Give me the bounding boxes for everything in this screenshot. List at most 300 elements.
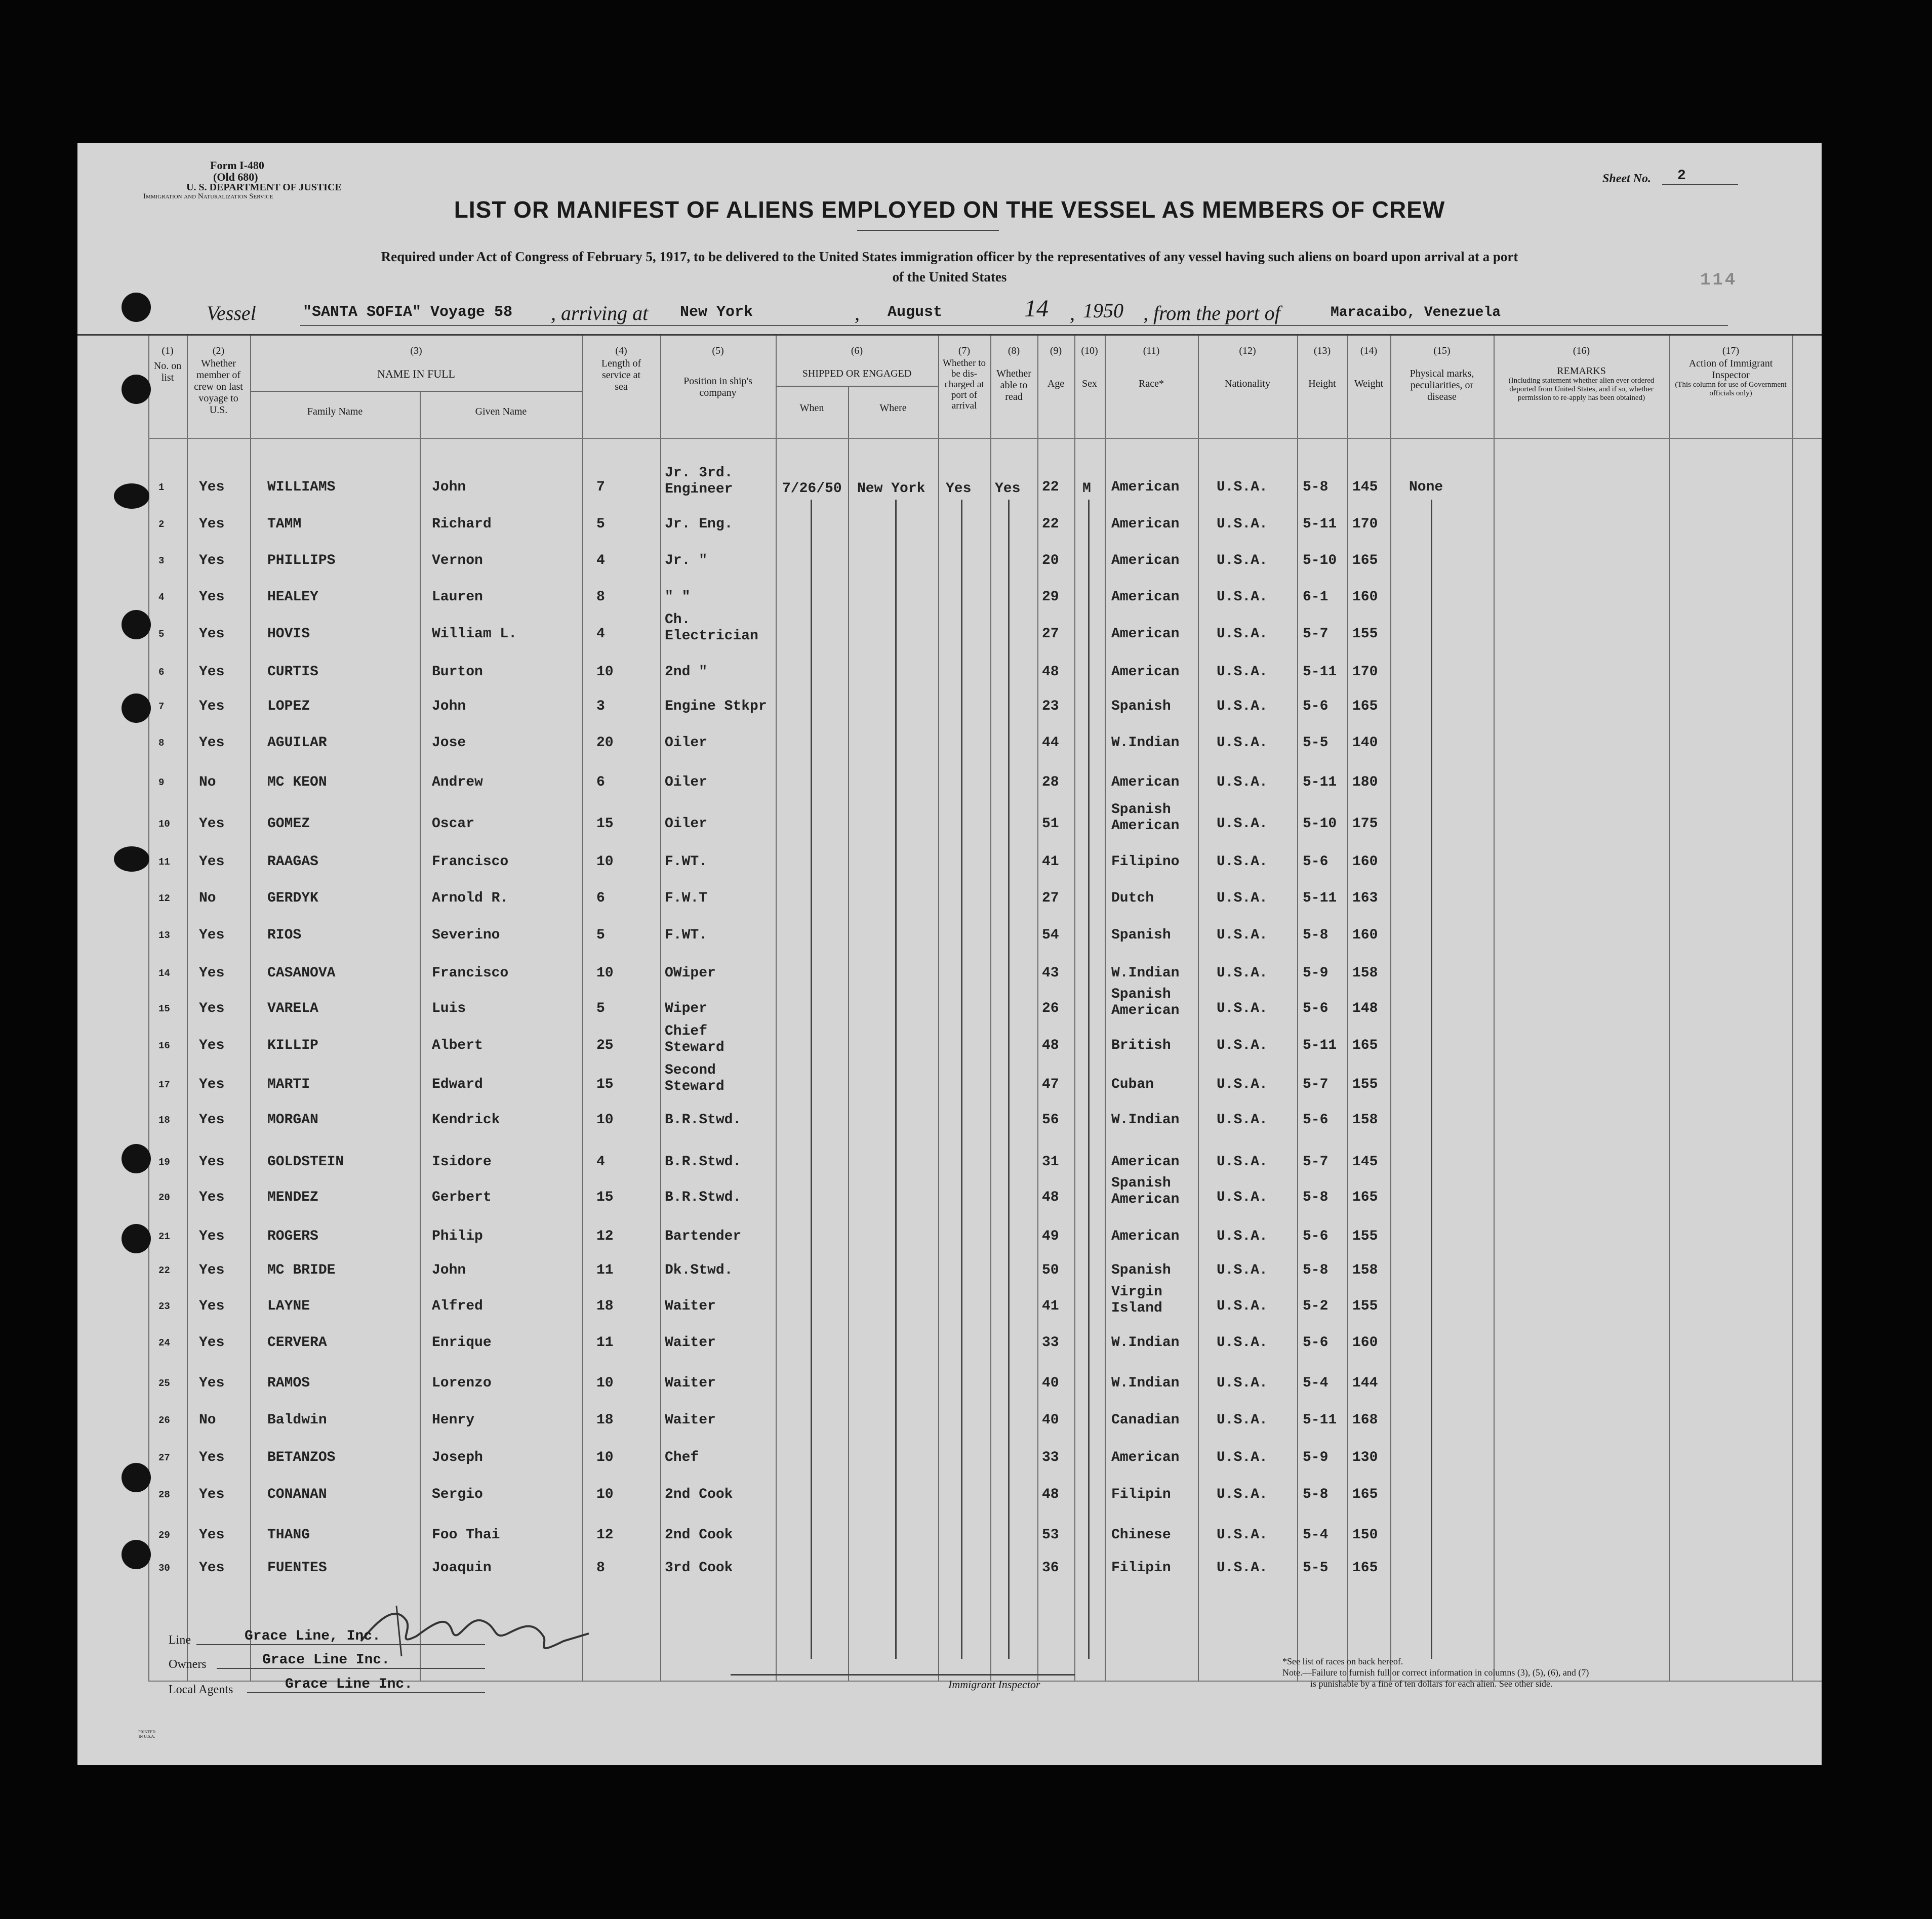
service-years: 10 bbox=[596, 965, 614, 981]
row-number: 9 bbox=[158, 777, 165, 788]
last-voyage: Yes bbox=[199, 1001, 225, 1016]
service-years: 15 bbox=[596, 816, 614, 832]
service-years: 11 bbox=[596, 1262, 614, 1278]
line-value-wrap bbox=[196, 1628, 485, 1645]
race-line2: American bbox=[1111, 1003, 1180, 1018]
nationality: U.S.A. bbox=[1217, 1001, 1268, 1016]
col-header-10: Sex bbox=[1082, 378, 1097, 389]
race: American bbox=[1111, 1450, 1180, 1465]
punch-hole bbox=[114, 483, 149, 509]
position: B.R.Stwd. bbox=[665, 1112, 742, 1128]
weight: 145 bbox=[1352, 1154, 1378, 1170]
position: Bartender bbox=[665, 1229, 742, 1244]
footnote-3: is punishable by a fine of ten dollars for each alien. See other side. bbox=[1310, 1679, 1553, 1689]
nationality: U.S.A. bbox=[1217, 735, 1268, 751]
age: 54 bbox=[1042, 927, 1059, 943]
race: Spanish bbox=[1111, 1262, 1171, 1278]
weight: 140 bbox=[1352, 735, 1378, 751]
nationality: U.S.A. bbox=[1217, 1298, 1268, 1314]
family-name: RAMOS bbox=[267, 1375, 310, 1391]
col-divider bbox=[1494, 336, 1495, 1681]
height: 5-8 bbox=[1303, 479, 1329, 495]
position: 3rd Cook bbox=[665, 1560, 733, 1576]
row-number: 6 bbox=[158, 667, 165, 678]
col-header-12-num: (12) bbox=[1239, 345, 1256, 356]
race-line2: American bbox=[1111, 818, 1180, 834]
weight: 158 bbox=[1352, 1112, 1378, 1128]
weight: 165 bbox=[1352, 553, 1378, 568]
age: 48 bbox=[1042, 1487, 1059, 1502]
weight: 165 bbox=[1352, 699, 1378, 714]
col-header-15-num: (15) bbox=[1433, 345, 1451, 356]
given-name: Richard bbox=[432, 516, 492, 532]
position: Oiler bbox=[665, 735, 708, 751]
nationality: U.S.A. bbox=[1217, 553, 1268, 568]
row-number: 19 bbox=[158, 1157, 170, 1168]
col-divider bbox=[776, 336, 777, 1681]
col-header-1: No. on list bbox=[153, 360, 182, 383]
nationality: U.S.A. bbox=[1217, 890, 1268, 906]
col-header-15: Physical marks, peculiarities, or disease bbox=[1410, 368, 1474, 402]
last-voyage: Yes bbox=[199, 589, 225, 605]
weight: 148 bbox=[1352, 1001, 1378, 1016]
last-voyage: Yes bbox=[199, 479, 225, 495]
row-number: 10 bbox=[158, 819, 170, 830]
family-name: FUENTES bbox=[267, 1560, 327, 1576]
form-old: (Old 680) bbox=[213, 171, 258, 183]
last-voyage: Yes bbox=[199, 1527, 225, 1543]
col-divider bbox=[1792, 336, 1793, 1681]
family-name: KILLIP bbox=[267, 1038, 318, 1053]
height: 5-11 bbox=[1303, 516, 1337, 532]
weight: 155 bbox=[1352, 626, 1378, 642]
service-years: 10 bbox=[596, 1487, 614, 1502]
service-years: 11 bbox=[596, 1335, 614, 1351]
race: American bbox=[1111, 1154, 1180, 1170]
nationality: U.S.A. bbox=[1217, 1154, 1268, 1170]
given-name: Sergio bbox=[432, 1487, 483, 1502]
row-number: 30 bbox=[158, 1563, 170, 1574]
nationality: U.S.A. bbox=[1217, 1038, 1268, 1053]
service-years: 10 bbox=[596, 1450, 614, 1465]
row-number: 21 bbox=[158, 1231, 170, 1242]
col-header-17: Action of Immigrant Inspector bbox=[1688, 358, 1773, 381]
row-number: 13 bbox=[158, 930, 170, 941]
weight: 165 bbox=[1352, 1560, 1378, 1576]
row-number: 27 bbox=[158, 1452, 170, 1463]
last-voyage: Yes bbox=[199, 664, 225, 680]
agents-label: Local Agents bbox=[169, 1683, 233, 1696]
position: 2nd Cook bbox=[665, 1487, 733, 1502]
position: B.R.Stwd. bbox=[665, 1190, 742, 1205]
nationality: U.S.A. bbox=[1217, 1229, 1268, 1244]
punch-hole bbox=[122, 1224, 151, 1253]
col-header-17-num: (17) bbox=[1722, 345, 1740, 356]
height: 5-6 bbox=[1303, 854, 1329, 870]
race: Spanish bbox=[1111, 927, 1171, 943]
col-header-3b: Given Name bbox=[475, 406, 527, 417]
owners-value: Grace Line Inc. bbox=[262, 1652, 390, 1668]
age: 27 bbox=[1042, 626, 1059, 642]
position: Waiter bbox=[665, 1298, 716, 1314]
nationality: U.S.A. bbox=[1217, 589, 1268, 605]
height: 5-10 bbox=[1303, 816, 1337, 832]
service-years: 10 bbox=[596, 1375, 614, 1391]
col-header-7: Whether to be dis-charged at port of arrival bbox=[943, 358, 986, 411]
title-underline bbox=[857, 230, 999, 231]
given-name: John bbox=[432, 479, 466, 495]
height: 5-7 bbox=[1303, 626, 1329, 642]
col-header-5: Position in ship's company bbox=[683, 376, 752, 398]
page-stamp: 114 bbox=[1700, 271, 1738, 290]
row-number: 1 bbox=[158, 482, 165, 493]
age: 26 bbox=[1042, 1001, 1059, 1016]
sheet-no-value bbox=[1662, 168, 1738, 185]
age: 40 bbox=[1042, 1375, 1059, 1391]
position: Dk.Stwd. bbox=[665, 1262, 733, 1278]
age: 36 bbox=[1042, 1560, 1059, 1576]
table-top-border bbox=[77, 334, 1822, 336]
nationality: U.S.A. bbox=[1217, 965, 1268, 981]
family-name: CONANAN bbox=[267, 1487, 327, 1502]
last-voyage: Yes bbox=[199, 965, 225, 981]
position-line2: Steward bbox=[665, 1079, 724, 1094]
service-years: 8 bbox=[596, 589, 605, 605]
ditto-stroke bbox=[895, 500, 897, 1659]
service-years: 4 bbox=[596, 1154, 605, 1170]
age: 29 bbox=[1042, 589, 1059, 605]
punch-hole bbox=[122, 693, 151, 723]
last-voyage: No bbox=[199, 890, 216, 906]
race: American bbox=[1111, 589, 1180, 605]
given-name: Alfred bbox=[432, 1298, 483, 1314]
race: British bbox=[1111, 1038, 1171, 1053]
race: W.Indian bbox=[1111, 1375, 1180, 1391]
weight: 155 bbox=[1352, 1229, 1378, 1244]
comma-2: , bbox=[1070, 302, 1075, 324]
punch-hole bbox=[122, 1463, 151, 1492]
height: 5-4 bbox=[1303, 1527, 1329, 1543]
col-divider bbox=[660, 336, 661, 1681]
row-number: 8 bbox=[158, 738, 165, 749]
height: 5-8 bbox=[1303, 1487, 1329, 1502]
nationality: U.S.A. bbox=[1217, 1112, 1268, 1128]
col-header-3-num: (3) bbox=[410, 345, 422, 356]
row-number: 7 bbox=[158, 701, 165, 712]
col-header-14-num: (14) bbox=[1360, 345, 1378, 356]
col-divider bbox=[990, 336, 991, 1681]
family-name: CERVERA bbox=[267, 1335, 327, 1351]
race: Spanish bbox=[1111, 987, 1171, 1002]
col-header-9: Age bbox=[1047, 378, 1065, 389]
weight: 155 bbox=[1352, 1298, 1378, 1314]
vessel-name: "SANTA SOFIA" Voyage 58 bbox=[303, 304, 513, 321]
last-voyage: Yes bbox=[199, 854, 225, 870]
height: 5-6 bbox=[1303, 699, 1329, 714]
vessel-underline bbox=[300, 325, 1728, 326]
given-name: Joseph bbox=[432, 1450, 483, 1465]
col-header-9-num: (9) bbox=[1050, 345, 1062, 356]
weight: 160 bbox=[1352, 589, 1378, 605]
height: 5-6 bbox=[1303, 1112, 1329, 1128]
given-name: William L. bbox=[432, 626, 517, 642]
age: 22 bbox=[1042, 516, 1059, 532]
service-years: 12 bbox=[596, 1527, 614, 1543]
height: 5-6 bbox=[1303, 1001, 1329, 1016]
col-header-6-num: (6) bbox=[851, 345, 863, 356]
given-name: Arnold R. bbox=[432, 890, 509, 906]
race: Spanish bbox=[1111, 802, 1171, 818]
weight: 165 bbox=[1352, 1038, 1378, 1053]
race: American bbox=[1111, 774, 1180, 790]
form-dept: U. S. DEPARTMENT OF JUSTICE bbox=[186, 182, 342, 193]
able-to-read: Yes bbox=[995, 481, 1021, 497]
given-name: Edward bbox=[432, 1077, 483, 1092]
position: Waiter bbox=[665, 1375, 716, 1391]
arriving-label: , arriving at bbox=[551, 302, 649, 324]
family-name: RIOS bbox=[267, 927, 302, 943]
nationality: U.S.A. bbox=[1217, 1077, 1268, 1092]
service-years: 15 bbox=[596, 1190, 614, 1205]
last-voyage: Yes bbox=[199, 816, 225, 832]
nationality: U.S.A. bbox=[1217, 516, 1268, 532]
nationality: U.S.A. bbox=[1217, 1412, 1268, 1428]
agents-value-wrap bbox=[247, 1677, 485, 1693]
given-name: Andrew bbox=[432, 774, 483, 790]
height: 5-11 bbox=[1303, 664, 1337, 680]
col-header-6b: Where bbox=[879, 402, 907, 414]
owners-label: Owners bbox=[169, 1658, 207, 1671]
weight: 180 bbox=[1352, 774, 1378, 790]
position: B.R.Stwd. bbox=[665, 1154, 742, 1170]
position: F.WT. bbox=[665, 854, 708, 870]
col-header-8-num: (8) bbox=[1008, 345, 1020, 356]
row-number: 23 bbox=[158, 1301, 170, 1312]
age: 20 bbox=[1042, 553, 1059, 568]
punch-hole bbox=[122, 1540, 151, 1569]
col-divider bbox=[1105, 336, 1106, 1681]
position: Engine Stkpr bbox=[665, 699, 767, 714]
footnote-2: Note.—Failure to furnish full or correct information in columns (3), (5), (6), and (7) bbox=[1282, 1667, 1589, 1678]
age: 56 bbox=[1042, 1112, 1059, 1128]
col-header-13: Height bbox=[1308, 378, 1336, 389]
ditto-stroke bbox=[811, 500, 812, 1659]
given-name: Henry bbox=[432, 1412, 475, 1428]
family-name: LAYNE bbox=[267, 1298, 310, 1314]
col-header-1-num: (1) bbox=[162, 345, 174, 356]
last-voyage: Yes bbox=[199, 553, 225, 568]
given-name: Foo Thai bbox=[432, 1527, 500, 1543]
nationality: U.S.A. bbox=[1217, 664, 1268, 680]
owners-value-wrap bbox=[217, 1652, 485, 1669]
service-years: 25 bbox=[596, 1038, 614, 1053]
service-years: 8 bbox=[596, 1560, 605, 1576]
position: OWiper bbox=[665, 965, 716, 981]
last-voyage: Yes bbox=[199, 1375, 225, 1391]
age: 41 bbox=[1042, 854, 1059, 870]
position: Chief bbox=[665, 1024, 708, 1039]
height: 5-5 bbox=[1303, 1560, 1329, 1576]
age: 48 bbox=[1042, 1190, 1059, 1205]
arrival-month: August bbox=[888, 304, 943, 321]
col-divider bbox=[187, 336, 188, 1681]
service-years: 18 bbox=[596, 1412, 614, 1428]
last-voyage: Yes bbox=[199, 927, 225, 943]
race: Spanish bbox=[1111, 1175, 1171, 1191]
family-name: MENDEZ bbox=[267, 1190, 318, 1205]
family-name: HEALEY bbox=[267, 589, 318, 605]
weight: 175 bbox=[1352, 816, 1378, 832]
race: American bbox=[1111, 626, 1180, 642]
given-name: Kendrick bbox=[432, 1112, 500, 1128]
position-line2: Engineer bbox=[665, 481, 733, 497]
col-header-14: Weight bbox=[1354, 378, 1384, 389]
age: 43 bbox=[1042, 965, 1059, 981]
nationality: U.S.A. bbox=[1217, 1527, 1268, 1543]
race: Cuban bbox=[1111, 1077, 1154, 1092]
sex-value: M bbox=[1082, 481, 1091, 497]
vessel-label: Vessel bbox=[207, 302, 256, 324]
height: 5-9 bbox=[1303, 965, 1329, 981]
row-number: 25 bbox=[158, 1378, 170, 1389]
position: Jr. Eng. bbox=[665, 516, 733, 532]
height: 5-5 bbox=[1303, 735, 1329, 751]
col-divider bbox=[848, 386, 849, 1681]
nationality: U.S.A. bbox=[1217, 774, 1268, 790]
service-years: 18 bbox=[596, 1298, 614, 1314]
age: 33 bbox=[1042, 1450, 1059, 1465]
height: 5-2 bbox=[1303, 1298, 1329, 1314]
ditto-stroke bbox=[961, 500, 962, 1659]
race: Filipino bbox=[1111, 854, 1180, 870]
age: 40 bbox=[1042, 1412, 1059, 1428]
to-be-discharged: Yes bbox=[946, 481, 972, 497]
last-voyage: Yes bbox=[199, 1112, 225, 1128]
family-name: BETANZOS bbox=[267, 1450, 336, 1465]
weight: 160 bbox=[1352, 854, 1378, 870]
last-voyage: Yes bbox=[199, 1038, 225, 1053]
age: 48 bbox=[1042, 664, 1059, 680]
arrival-day: 14 bbox=[1024, 295, 1049, 322]
nationality: U.S.A. bbox=[1217, 1450, 1268, 1465]
form-id: Form I-480 bbox=[210, 159, 264, 172]
age: 51 bbox=[1042, 816, 1059, 832]
col-header-4-num: (4) bbox=[615, 345, 627, 356]
height: 5-8 bbox=[1303, 1190, 1329, 1205]
row-number: 11 bbox=[158, 856, 170, 868]
service-years: 3 bbox=[596, 699, 605, 714]
last-voyage: Yes bbox=[199, 1560, 225, 1576]
weight: 163 bbox=[1352, 890, 1378, 906]
inspector-signature-line bbox=[731, 1674, 1075, 1676]
height: 5-11 bbox=[1303, 890, 1337, 906]
height: 5-7 bbox=[1303, 1154, 1329, 1170]
agents-value: Grace Line Inc. bbox=[285, 1677, 413, 1692]
weight: 165 bbox=[1352, 1487, 1378, 1502]
position: 2nd Cook bbox=[665, 1527, 733, 1543]
position: Wiper bbox=[665, 1001, 708, 1016]
age: 49 bbox=[1042, 1229, 1059, 1244]
col-divider bbox=[250, 336, 251, 1681]
row-number: 4 bbox=[158, 592, 165, 603]
given-name: Albert bbox=[432, 1038, 483, 1053]
service-years: 4 bbox=[596, 553, 605, 568]
age: 23 bbox=[1042, 699, 1059, 714]
page-title: LIST OR MANIFEST OF ALIENS EMPLOYED ON THE VESSEL AS MEMBERS OF CREW bbox=[454, 196, 1445, 223]
race: American bbox=[1111, 479, 1180, 495]
col-divider bbox=[938, 336, 939, 1681]
last-voyage: Yes bbox=[199, 1190, 225, 1205]
row-number: 26 bbox=[158, 1415, 170, 1426]
race: W.Indian bbox=[1111, 735, 1180, 751]
punch-hole bbox=[122, 610, 151, 639]
height: 5-4 bbox=[1303, 1375, 1329, 1391]
family-name: WILLIAMS bbox=[267, 479, 336, 495]
race: American bbox=[1111, 664, 1180, 680]
shipped-subheader-rule bbox=[776, 386, 938, 387]
last-voyage: Yes bbox=[199, 626, 225, 642]
col-header-6: SHIPPED OR ENGAGED bbox=[802, 368, 912, 379]
given-name: Lauren bbox=[432, 589, 483, 605]
position: " " bbox=[665, 589, 691, 605]
punch-hole bbox=[114, 846, 149, 872]
last-voyage: Yes bbox=[199, 1298, 225, 1314]
position: F.WT. bbox=[665, 927, 708, 943]
race: Filipin bbox=[1111, 1560, 1171, 1576]
service-years: 5 bbox=[596, 516, 605, 532]
physical-marks: None bbox=[1409, 479, 1443, 495]
weight: 145 bbox=[1352, 479, 1378, 495]
race: Filipin bbox=[1111, 1487, 1171, 1502]
last-voyage: No bbox=[199, 1412, 216, 1428]
service-years: 15 bbox=[596, 1077, 614, 1092]
weight: 155 bbox=[1352, 1077, 1378, 1092]
service-years: 10 bbox=[596, 1112, 614, 1128]
family-name: HOVIS bbox=[267, 626, 310, 642]
col-divider bbox=[1390, 336, 1391, 1681]
service-years: 10 bbox=[596, 854, 614, 870]
ditto-stroke bbox=[1431, 500, 1432, 1659]
family-name: GERDYK bbox=[267, 890, 318, 906]
family-name: CURTIS bbox=[267, 664, 318, 680]
family-name: CASANOVA bbox=[267, 965, 336, 981]
position: Oiler bbox=[665, 816, 708, 832]
row-number: 2 bbox=[158, 519, 165, 530]
height: 5-11 bbox=[1303, 1038, 1337, 1053]
service-years: 7 bbox=[596, 479, 605, 495]
weight: 160 bbox=[1352, 1335, 1378, 1351]
family-name: MC KEON bbox=[267, 774, 327, 790]
shipped-when: 7/26/50 bbox=[782, 481, 842, 497]
height: 5-11 bbox=[1303, 1412, 1337, 1428]
row-number: 22 bbox=[158, 1265, 170, 1276]
age: 44 bbox=[1042, 735, 1059, 751]
col-divider bbox=[1347, 336, 1348, 1681]
family-name: VARELA bbox=[267, 1001, 318, 1016]
row-number: 12 bbox=[158, 893, 170, 904]
position: Waiter bbox=[665, 1412, 716, 1428]
service-years: 6 bbox=[596, 890, 605, 906]
col-divider bbox=[420, 391, 421, 1681]
height: 5-7 bbox=[1303, 1077, 1329, 1092]
weight: 130 bbox=[1352, 1450, 1378, 1465]
row-number: 24 bbox=[158, 1337, 170, 1349]
col-divider bbox=[1198, 336, 1199, 1681]
position: Jr. " bbox=[665, 553, 708, 568]
weight: 158 bbox=[1352, 1262, 1378, 1278]
comma-1: , bbox=[855, 302, 860, 324]
family-name: AGUILAR bbox=[267, 735, 327, 751]
